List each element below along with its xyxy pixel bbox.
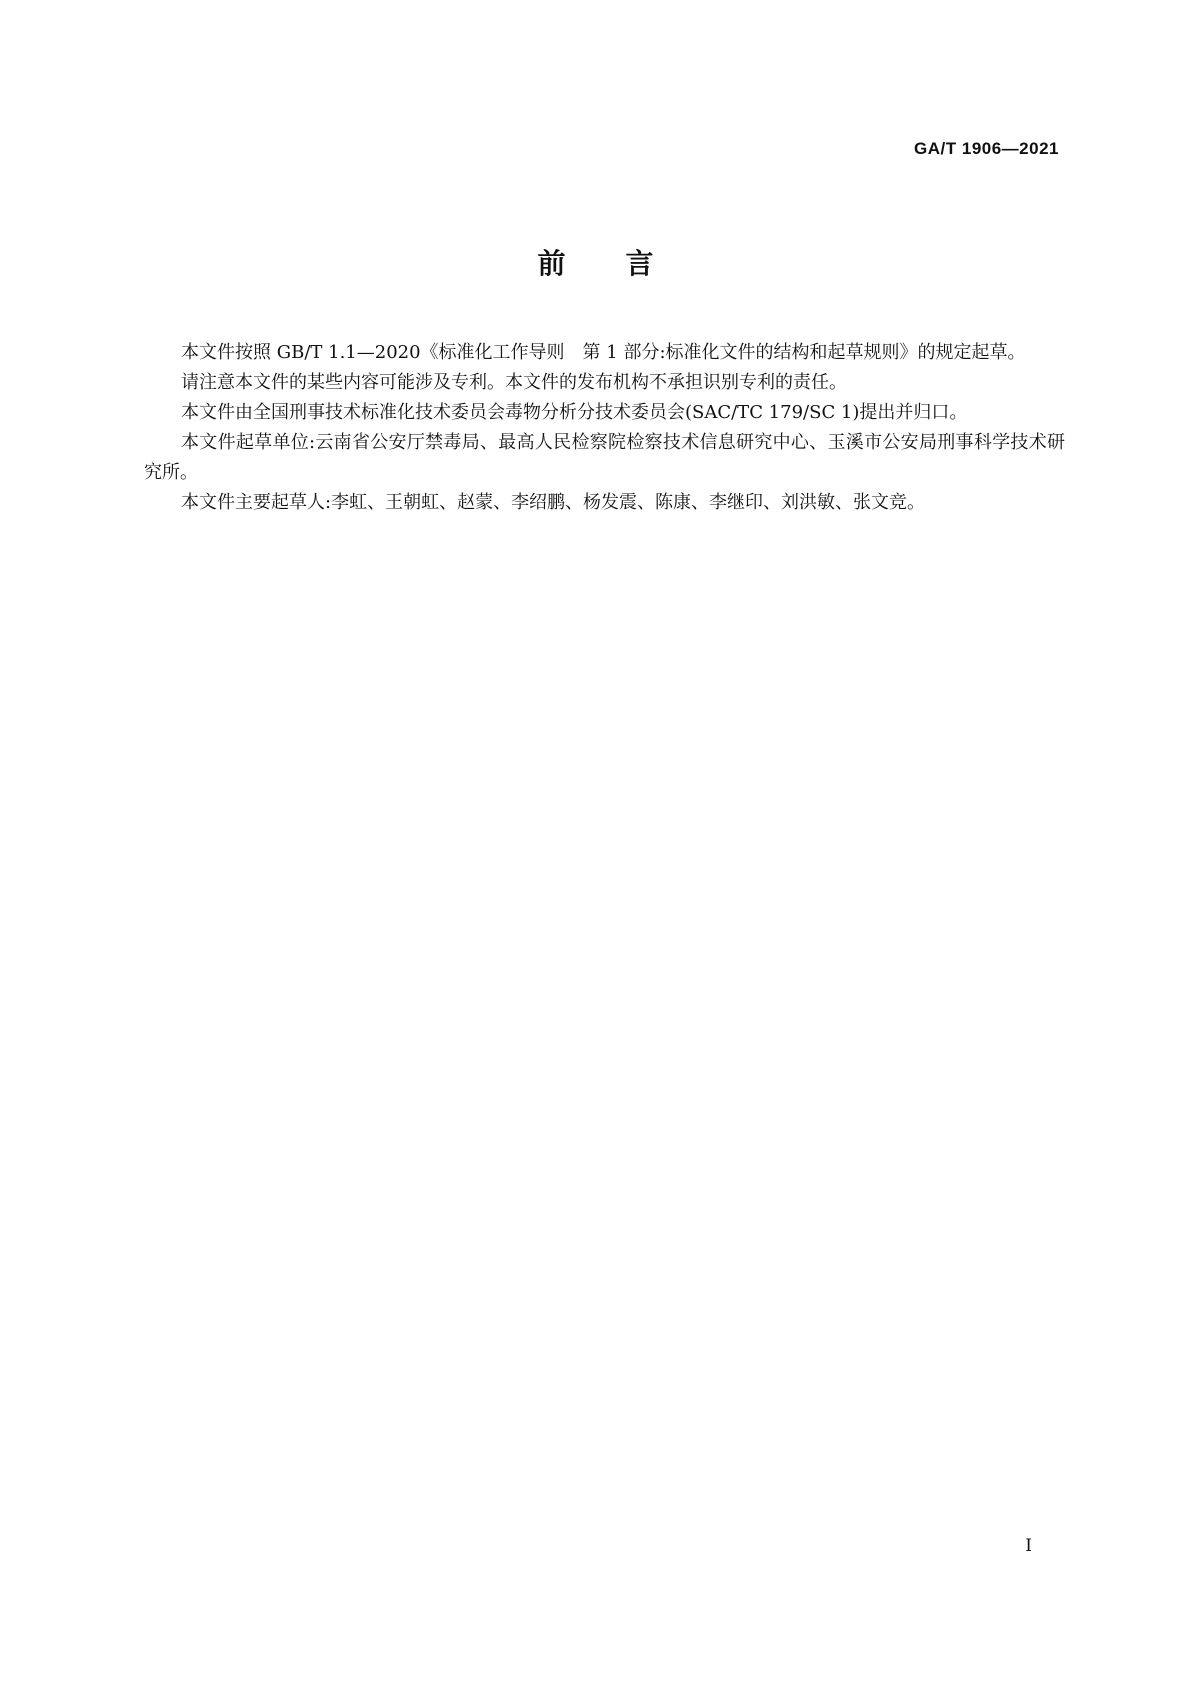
standard-code: GA/T 1906—2021 (914, 139, 1059, 158)
paragraph-drafters: 本文件主要起草人:李虹、王朝虹、赵蒙、李绍鹏、杨发震、陈康、李继印、刘洪敏、张文竞。 (181, 492, 926, 513)
paragraph-patent-notice: 请注意本文件的某些内容可能涉及专利。本文件的发布机构不承担识别专利的责任。 (181, 372, 847, 393)
page-title: 前言 (537, 247, 714, 280)
paragraph-drafting-rules: 本文件按照 GB/T 1.1—2020《标准化工作导则 第 1 部分:标准化文件的结构和起草规则》的规定起草。 (181, 342, 1026, 363)
paragraph-proposer: 本文件由全国刑事技术标准化技术委员会毒物分析分技术委员会(SAC/TC 179/SC 1)提出并归口。 (181, 402, 968, 423)
foreword-body (144, 338, 1065, 518)
page-number: I (1025, 1536, 1032, 1556)
paragraph-drafting-units: 本文件起草单位:云南省公安厅禁毒局、最高人民检察院检察技术信息研究中心、玉溪市公安局刑事科学技术研究所。 (144, 432, 1065, 483)
